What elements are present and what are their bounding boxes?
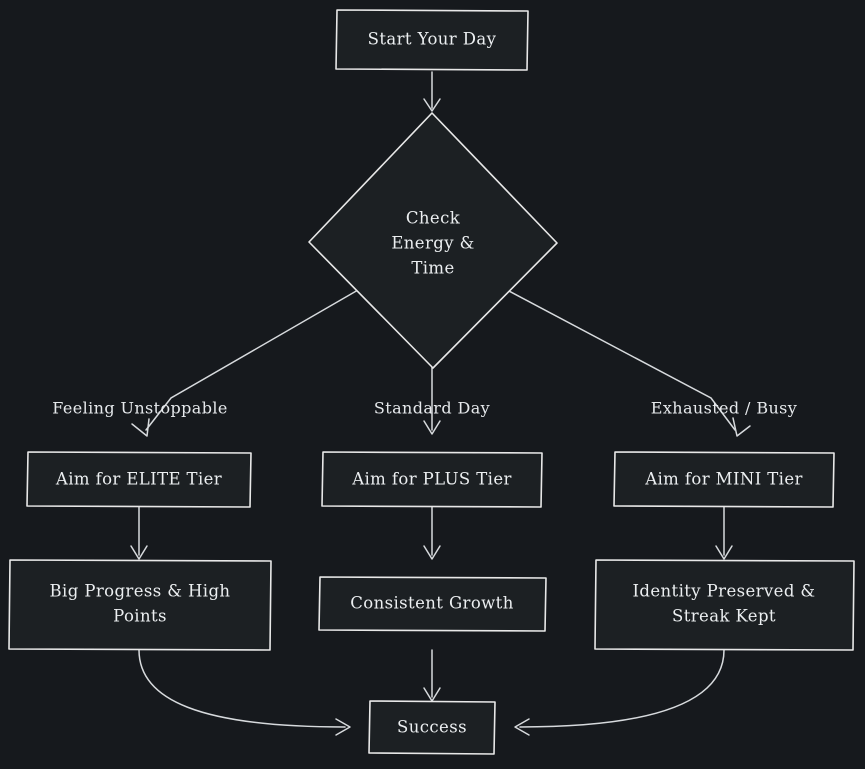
node-consistent-growth[interactable] bbox=[319, 577, 546, 631]
node-decision-line3: Time bbox=[411, 258, 455, 278]
node-elite-result-line2: Points bbox=[113, 606, 167, 626]
node-mini-result-line1: Identity Preserved & bbox=[632, 581, 816, 601]
node-big-progress[interactable] bbox=[9, 560, 271, 650]
edge-mini-result-to-success bbox=[515, 650, 724, 735]
node-mini-result-line2: Streak Kept bbox=[672, 606, 776, 626]
node-mini-label: Aim for MINI Tier bbox=[645, 469, 803, 489]
node-identity-preserved[interactable] bbox=[595, 560, 854, 650]
node-start-label: Start Your Day bbox=[367, 29, 497, 49]
node-plus-label: Aim for PLUS Tier bbox=[352, 469, 512, 489]
node-decision-line2: Energy & bbox=[391, 233, 475, 253]
edge-plus-result-to-success bbox=[424, 650, 440, 701]
node-elite-label: Aim for ELITE Tier bbox=[55, 469, 223, 489]
node-success-label: Success bbox=[397, 717, 467, 737]
node-check-energy-time[interactable] bbox=[309, 113, 557, 368]
edge-label-right: Exhausted / Busy bbox=[650, 398, 798, 418]
node-start-your-day[interactable] bbox=[336, 10, 528, 70]
edge-elite-to-result bbox=[131, 506, 147, 559]
edge-plus-to-result bbox=[424, 506, 440, 559]
node-aim-mini-tier[interactable] bbox=[614, 452, 834, 507]
node-success[interactable] bbox=[369, 701, 495, 754]
node-decision-line1: Check bbox=[405, 208, 461, 228]
node-aim-plus-tier[interactable] bbox=[322, 452, 542, 507]
edge-start-to-decision bbox=[424, 72, 440, 111]
node-elite-result-line1: Big Progress & High bbox=[49, 581, 231, 601]
edge-label-middle: Standard Day bbox=[373, 398, 491, 418]
edge-elite-result-to-success bbox=[139, 650, 350, 735]
edge-mini-to-result bbox=[716, 506, 732, 559]
node-aim-elite-tier[interactable] bbox=[27, 452, 251, 507]
edge-label-left: Feeling Unstoppable bbox=[52, 398, 228, 418]
node-plus-result-label: Consistent Growth bbox=[350, 593, 514, 613]
